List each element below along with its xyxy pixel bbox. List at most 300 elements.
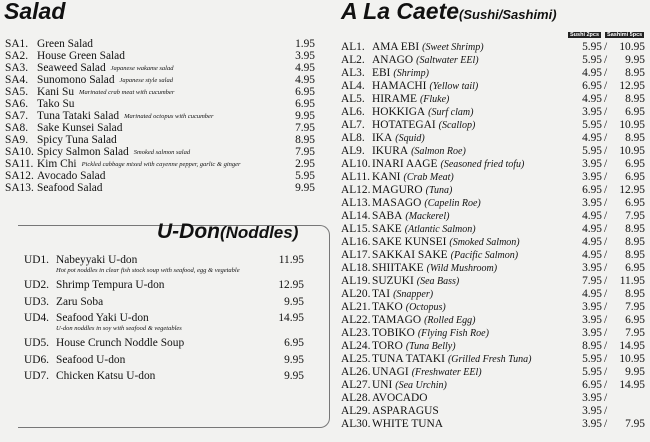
price-separator: / (604, 93, 608, 105)
alacarte-item (341, 340, 645, 353)
sashimi-price: 8.95 (625, 132, 645, 144)
item-price: 11.95 (278, 254, 304, 266)
item-name-text: TOBIKO (372, 327, 415, 339)
alacarte-item (341, 171, 645, 184)
item-code: AL21. (341, 301, 371, 313)
item-name (37, 50, 125, 62)
item-name-text: SAKE KUNSEI (372, 236, 447, 248)
item-code: AL26. (341, 366, 371, 378)
item-name (372, 132, 425, 145)
item-code: UD3. (24, 295, 49, 308)
item-name-text: IKURA (372, 145, 409, 157)
item-name-text: AVOCADO (372, 392, 428, 404)
item-translation: (Salmon Roe) (411, 146, 466, 157)
item-code: SA12. (5, 170, 34, 182)
item-name (37, 170, 105, 182)
item-translation: (Smoked Salmon) (449, 237, 520, 248)
sushi-price: 3.95 (582, 262, 602, 274)
item-code: AL18. (341, 262, 371, 274)
item-translation: (Pacific Salmon) (450, 250, 519, 261)
item-price: 9.95 (284, 370, 304, 382)
alacarte-column-headers (568, 32, 648, 38)
price-separator: / (604, 54, 608, 66)
item-name (37, 134, 117, 146)
item-translation: (Fluke) (419, 94, 450, 105)
alacarte-item (341, 249, 645, 262)
item-name-text: Tuna Tataki Salad (37, 110, 120, 122)
item-name (372, 93, 449, 106)
price-separator: / (604, 171, 608, 183)
item-name-text: Kim Chi (37, 158, 77, 170)
item-code: AL2. (341, 54, 365, 66)
item-code: AL20. (341, 288, 371, 300)
item-translation: (Tuna Belly) (405, 341, 456, 352)
sashimi-price: 8.95 (625, 223, 645, 235)
item-code: AL28. (341, 392, 371, 404)
item-translation: (Sweet Shrimp) (422, 42, 484, 53)
salad-item (5, 50, 315, 62)
price-separator: / (604, 184, 608, 196)
salad-heading: Salad (4, 0, 66, 24)
item-code: UD2. (24, 279, 49, 291)
alacarte-item (341, 405, 645, 418)
item-name-text: KANI (372, 171, 401, 183)
item-price: 8.95 (295, 134, 315, 146)
item-code: UD1. (24, 254, 49, 266)
salad-item (5, 182, 315, 194)
item-price: 9.95 (295, 182, 315, 194)
item-price: 1.95 (295, 38, 315, 50)
sushi-price: 3.95 (582, 418, 602, 430)
item-price: 9.95 (295, 110, 315, 122)
udon-item (24, 370, 304, 387)
alacarte-item (341, 197, 645, 210)
item-code: SA1. (5, 38, 29, 50)
item-price: 7.95 (295, 146, 315, 158)
item-name-text: TAMAGO (372, 314, 422, 326)
item-name-text: Green Salad (37, 38, 93, 50)
price-separator: / (604, 405, 608, 417)
alacarte-item (341, 236, 645, 249)
sashimi-price: 12.95 (619, 80, 645, 92)
item-code: AL24. (341, 340, 371, 352)
sashimi-price: 6.95 (625, 158, 645, 170)
sashimi-price: 11.95 (619, 275, 645, 287)
price-separator: / (604, 301, 608, 313)
item-name (372, 171, 454, 184)
item-name (372, 236, 520, 249)
item-name: Zaru Soba (56, 295, 104, 308)
alacarte-item (341, 327, 645, 340)
item-code: AL4. (341, 80, 365, 92)
item-code: AL13. (341, 197, 371, 209)
item-code: UD7. (24, 370, 49, 382)
salad-item (5, 110, 315, 122)
item-code: AL30. (341, 418, 371, 430)
sushi-price: 4.95 (582, 249, 602, 261)
alacarte-item (341, 353, 645, 366)
alacarte-item (341, 418, 645, 431)
item-translation: (Tuna) (425, 185, 453, 196)
item-code: AL23. (341, 327, 371, 339)
item-name (372, 158, 524, 171)
item-name (372, 262, 497, 275)
item-code: AL12. (341, 184, 371, 196)
item-description: Marinated octopus with cucumber (124, 113, 214, 120)
item-name-text: AMA EBI (372, 41, 420, 53)
item-code: AL14. (341, 210, 371, 222)
item-code: AL27. (341, 379, 371, 391)
item-price: 6.95 (295, 86, 315, 98)
item-translation: (Flying Fish Roe) (417, 328, 489, 339)
alacarte-heading-main: A La Caete (341, 0, 460, 24)
udon-list (24, 254, 304, 387)
price-separator: / (604, 158, 608, 170)
sushi-price: 3.95 (582, 197, 602, 209)
item-code: SA10. (5, 146, 34, 158)
item-name (372, 392, 427, 405)
item-price: 7.95 (295, 122, 315, 134)
alacarte-item (341, 223, 645, 236)
udon-item (24, 337, 304, 354)
alacarte-item (341, 54, 645, 67)
item-translation: (Crab Meat) (403, 172, 454, 183)
item-name-text: SAKE (372, 223, 402, 235)
item-name (372, 223, 476, 236)
item-name-text: INARI AAGE (372, 158, 438, 170)
sashimi-price: 7.95 (625, 210, 645, 222)
item-code: AL5. (341, 93, 365, 105)
item-price: 5.95 (295, 170, 315, 182)
price-separator: / (604, 353, 608, 365)
sashimi-price: 6.95 (625, 197, 645, 209)
item-name-text: HAMACHI (372, 80, 427, 92)
sashimi-price: 10.95 (619, 119, 645, 131)
item-name (372, 210, 449, 223)
price-separator: / (604, 119, 608, 131)
item-name-text: TAKO (372, 301, 403, 313)
sashimi-price: 8.95 (625, 288, 645, 300)
item-name-text: UNI (372, 379, 393, 391)
salad-item (5, 134, 315, 146)
item-name: House Crunch Noddle Soup (56, 337, 185, 349)
item-code: AL7. (341, 119, 365, 131)
item-translation: (Surf clam) (428, 107, 474, 118)
sushi-price: 7.95 (582, 275, 602, 287)
item-name-text: UNAGI (372, 366, 409, 378)
item-name-text: IKA (372, 132, 393, 144)
item-translation: (Rolled Egg) (424, 315, 476, 326)
item-name-text: Spicy Tuna Salad (37, 134, 117, 146)
price-separator: / (604, 223, 608, 235)
price-separator: / (604, 262, 608, 274)
alacarte-item (341, 106, 645, 119)
item-name (372, 145, 466, 158)
item-name-text: HIRAME (372, 93, 417, 105)
sashimi-price: 6.95 (625, 314, 645, 326)
item-code: AL29. (341, 405, 371, 417)
sushi-price: 4.95 (582, 210, 602, 222)
udon-heading-sub: (Noddles) (219, 223, 299, 242)
item-description: Marinated crab meat with cucumber (79, 89, 175, 96)
item-name: Seafood Yaki U-don (56, 312, 149, 324)
sashimi-price: 8.95 (625, 67, 645, 79)
sushi-price: 4.95 (582, 223, 602, 235)
salad-item (5, 38, 315, 50)
item-name-text: TAI (372, 288, 391, 300)
salad-item (5, 98, 315, 110)
item-code: AL15. (341, 223, 371, 235)
alacarte-item (341, 210, 645, 223)
salad-item (5, 158, 315, 170)
item-name-text: ASPARAGUS (372, 405, 439, 417)
price-separator: / (604, 80, 608, 92)
item-translation: (Sea Bass) (416, 276, 460, 287)
item-description: U-don noddles in soy with seafood & vegetables (56, 325, 182, 332)
item-translation: (Freshwater EEl) (411, 367, 482, 378)
sushi-price: 5.95 (582, 145, 602, 157)
sushi-column-header: Sushi 2pcs (570, 32, 600, 38)
price-separator: / (604, 249, 608, 261)
sashimi-price: 8.95 (625, 236, 645, 248)
sashimi-price: 10.95 (619, 353, 645, 365)
item-code: SA3. (5, 62, 29, 74)
alacarte-heading-sub: (Sushi/Sashimi) (459, 7, 557, 22)
item-name (372, 301, 446, 314)
sushi-price: 4.95 (582, 93, 602, 105)
item-price: 4.95 (295, 62, 315, 74)
sushi-price: 3.95 (582, 158, 602, 170)
alacarte-item (341, 301, 645, 314)
item-code: SA13. (5, 182, 34, 194)
sushi-price: 5.95 (582, 119, 602, 131)
item-name (37, 122, 122, 134)
item-name-text: TUNA TATAKI (372, 353, 445, 365)
item-name (372, 418, 443, 431)
item-price: 14.95 (278, 312, 304, 324)
item-name (372, 353, 531, 366)
item-name (372, 106, 473, 119)
item-name (372, 67, 429, 80)
item-code: AL19. (341, 275, 371, 287)
alacarte-item (341, 262, 645, 275)
item-translation: (Scallop) (438, 120, 476, 131)
item-code: SA7. (5, 110, 29, 122)
sushi-price: 8.95 (582, 340, 602, 352)
alacarte-item (341, 67, 645, 80)
salad-item (5, 122, 315, 134)
item-name: Chicken Katsu U-don (56, 370, 156, 382)
item-code: AL9. (341, 145, 365, 157)
sashimi-price: 10.95 (619, 145, 645, 157)
item-code: UD4. (24, 312, 49, 324)
sashimi-price: 9.95 (625, 54, 645, 66)
sashimi-price: 10.95 (619, 41, 645, 53)
price-separator: / (604, 210, 608, 222)
alacarte-item (341, 392, 645, 405)
salad-item (5, 146, 315, 158)
sashimi-price: 12.95 (619, 184, 645, 196)
price-separator: / (604, 275, 608, 287)
sashimi-price: 14.95 (619, 340, 645, 352)
item-price: 9.95 (284, 295, 304, 308)
item-name (372, 41, 484, 54)
udon-heading (157, 220, 298, 244)
item-code: AL3. (341, 67, 365, 79)
item-name-text: Tako Su (37, 98, 75, 110)
price-separator: / (604, 132, 608, 144)
item-name-text: MAGURO (372, 184, 423, 196)
sashimi-price: 7.95 (625, 418, 645, 430)
alacarte-list (341, 41, 645, 431)
price-separator: / (604, 67, 608, 79)
item-name-text: SAKKAI SAKE (372, 249, 448, 261)
price-separator: / (604, 106, 608, 118)
sashimi-column-header: Sashimi 5pcs (607, 32, 643, 38)
item-name (372, 314, 475, 327)
item-translation: (Snapper) (393, 289, 434, 300)
item-price: 9.95 (284, 353, 304, 366)
item-code: SA11. (5, 158, 34, 170)
item-name-text: SHIITAKE (372, 262, 424, 274)
item-name (372, 327, 489, 340)
item-price: 2.95 (295, 158, 315, 170)
item-price: 6.95 (295, 98, 315, 110)
udon-item (24, 296, 304, 313)
alacarte-item (341, 314, 645, 327)
item-code: SA4. (5, 74, 29, 86)
item-code: AL6. (341, 106, 365, 118)
udon-heading-main: U-Don (157, 220, 220, 243)
sushi-price: 5.95 (582, 54, 602, 66)
sushi-price: 3.95 (582, 301, 602, 313)
item-name-text: SABA (372, 210, 403, 222)
sashimi-price: 7.95 (625, 327, 645, 339)
alacarte-item (341, 275, 645, 288)
item-name-text: Seafood Salad (37, 182, 103, 194)
item-name-text: Kani Su (37, 86, 75, 98)
item-code: AL10. (341, 158, 371, 170)
price-separator: / (604, 340, 608, 352)
udon-item (24, 279, 304, 296)
alacarte-item (341, 379, 645, 392)
item-translation: (Octopus) (405, 302, 446, 313)
item-price: 4.95 (295, 74, 315, 86)
item-name: Nabeyyaki U-don (56, 254, 138, 266)
item-name (372, 184, 452, 197)
item-translation: (Grilled Fresh Tuna) (447, 354, 532, 365)
sashimi-price: 14.95 (619, 379, 645, 391)
item-name (372, 379, 447, 392)
item-code: UD6. (24, 353, 49, 366)
price-separator: / (604, 379, 608, 391)
item-code: UD5. (24, 337, 49, 349)
price-separator: / (604, 314, 608, 326)
item-code: SA9. (5, 134, 29, 146)
item-translation: (Yellow tail) (429, 81, 479, 92)
price-separator: / (604, 366, 608, 378)
price-separator: / (604, 392, 608, 404)
item-code: AL1. (341, 41, 365, 53)
alacarte-item (341, 132, 645, 145)
sushi-price: 4.95 (582, 236, 602, 248)
price-separator: / (604, 418, 608, 430)
item-code: AL25. (341, 353, 371, 365)
salad-item (5, 170, 315, 182)
alacarte-item (341, 158, 645, 171)
item-name-text: House Green Salad (37, 50, 125, 62)
item-price: 12.95 (278, 279, 304, 291)
sushi-price: 5.95 (582, 366, 602, 378)
sashimi-price: 6.95 (625, 262, 645, 274)
item-code: SA2. (5, 50, 29, 62)
item-name-text: Spicy Salmon Salad (37, 146, 129, 158)
item-name (372, 366, 482, 379)
item-name (37, 98, 75, 110)
item-code: AL8. (341, 132, 365, 144)
sashimi-price: 6.95 (625, 171, 645, 183)
alacarte-item (341, 80, 645, 93)
item-name (372, 340, 456, 353)
alacarte-item (341, 119, 645, 132)
item-code: AL22. (341, 314, 371, 326)
item-name: Seafood U-don (56, 353, 126, 366)
item-description: Japanese style salad (119, 77, 173, 84)
item-name-text: ANAGO (372, 54, 414, 66)
item-name (372, 197, 481, 210)
item-name-text: Sunomono Salad (37, 74, 115, 86)
alacarte-item (341, 288, 645, 301)
salad-item (5, 74, 315, 86)
item-name-text: TORO (372, 340, 403, 352)
item-code: SA5. (5, 86, 29, 98)
item-name (372, 288, 433, 301)
item-name-text: SUZUKI (372, 275, 414, 287)
item-description: Japanese wakame salad (110, 65, 174, 72)
price-separator: / (604, 145, 608, 157)
item-code: AL11. (341, 171, 370, 183)
alacarte-item (341, 41, 645, 54)
item-name (372, 275, 459, 288)
item-translation: (Seasoned fried tofu) (440, 159, 525, 170)
sushi-price: 6.95 (582, 80, 602, 92)
item-translation: (Capelin Roe) (424, 198, 481, 209)
item-name (37, 182, 102, 194)
item-description: Hot pot noddles in clear fish stock soup with seafood, egg & vegetable (56, 267, 240, 274)
sushi-price: 5.95 (582, 353, 602, 365)
sushi-price: 3.95 (582, 314, 602, 326)
item-name-text: EBI (372, 67, 391, 79)
item-name (372, 249, 518, 262)
alacarte-item (341, 184, 645, 197)
sushi-price: 3.95 (582, 106, 602, 118)
sushi-price: 4.95 (582, 288, 602, 300)
alacarte-item (341, 93, 645, 106)
sashimi-price: 8.95 (625, 93, 645, 105)
alacarte-item (341, 145, 645, 158)
price-separator: / (604, 327, 608, 339)
price-separator: / (604, 236, 608, 248)
item-name: Shrimp Tempura U-don (56, 279, 165, 291)
sushi-price: 5.95 (582, 41, 602, 53)
item-translation: (Wild Mushroom) (426, 263, 498, 274)
item-translation: (Saltwater EEl) (416, 55, 479, 66)
price-separator: / (604, 41, 608, 53)
item-name (372, 119, 475, 132)
item-name (37, 38, 93, 50)
item-code: SA6. (5, 98, 29, 110)
sushi-price: 3.95 (582, 392, 602, 404)
